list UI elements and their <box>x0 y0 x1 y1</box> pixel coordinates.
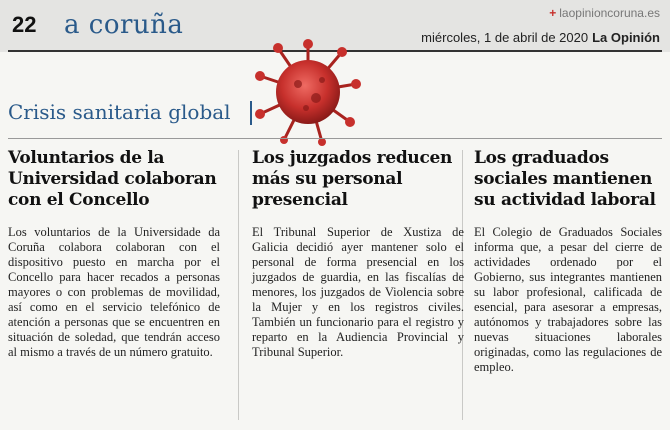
site-url[interactable] <box>421 6 660 20</box>
section-kicker: Crisis sanitaria global <box>8 100 231 124</box>
newspaper-brand: La Opinión <box>592 30 660 45</box>
column-divider <box>238 150 239 420</box>
article-volunteers <box>8 148 220 360</box>
kicker-rule <box>8 138 662 139</box>
issue-date: miércoles, 1 de abril de 2020 <box>421 30 589 45</box>
plus-icon: + <box>549 6 557 20</box>
article-body: Los voluntarios de la Universidade da Coruña colabora colaboran con el dispositivo puesto en marcha por el Concello para hacer recados a personas mayores o con problemas de movilidad, así como en el servicio telefónico de atención a personas que se encuentren en situación de soledad, que tendrán acceso al mismo a través de un número gratuito. <box>8 225 220 359</box>
site-url-text: laopinioncoruna.es <box>559 6 660 20</box>
page-number: 22 <box>12 12 37 37</box>
date-line <box>421 30 660 45</box>
header-meta <box>421 6 660 45</box>
article-headline: Los juzgados reducen más su personal presencial <box>252 148 453 210</box>
article-body: El Colegio de Graduados Sociales informa que, a pesar del cierre de actividades ordenado por el Gobierno, sus integrantes mantienen su labor profesional, calificada de esencial, para asesorar a empresas, autónomos y trabajadores sobre las nuevas situaciones laborales originadas, como las regulaciones de empleo. <box>474 225 662 374</box>
section-name: a coruña <box>64 10 184 40</box>
coronavirus-icon <box>254 38 362 146</box>
article-body: El Tribunal Superior de Xustiza de Galicia decidió ayer mantener solo el personal de forma presencial en los juzgados de guardia, en las fiscalías de menores, los juzgados de Violencia sobre la Mujer y en los registros civiles. También un funcionario para el registro y reparto en la Audiencia Provincial y Tribunal Superior. <box>252 225 464 359</box>
article-courts <box>252 148 464 360</box>
article-headline: Los graduados sociales mantienen su actividad laboral <box>474 148 656 210</box>
article-headline: Voluntarios de la Universidad colaboran con el Concello <box>8 148 217 210</box>
kicker-divider <box>250 101 252 125</box>
article-social-graduates <box>474 148 662 375</box>
